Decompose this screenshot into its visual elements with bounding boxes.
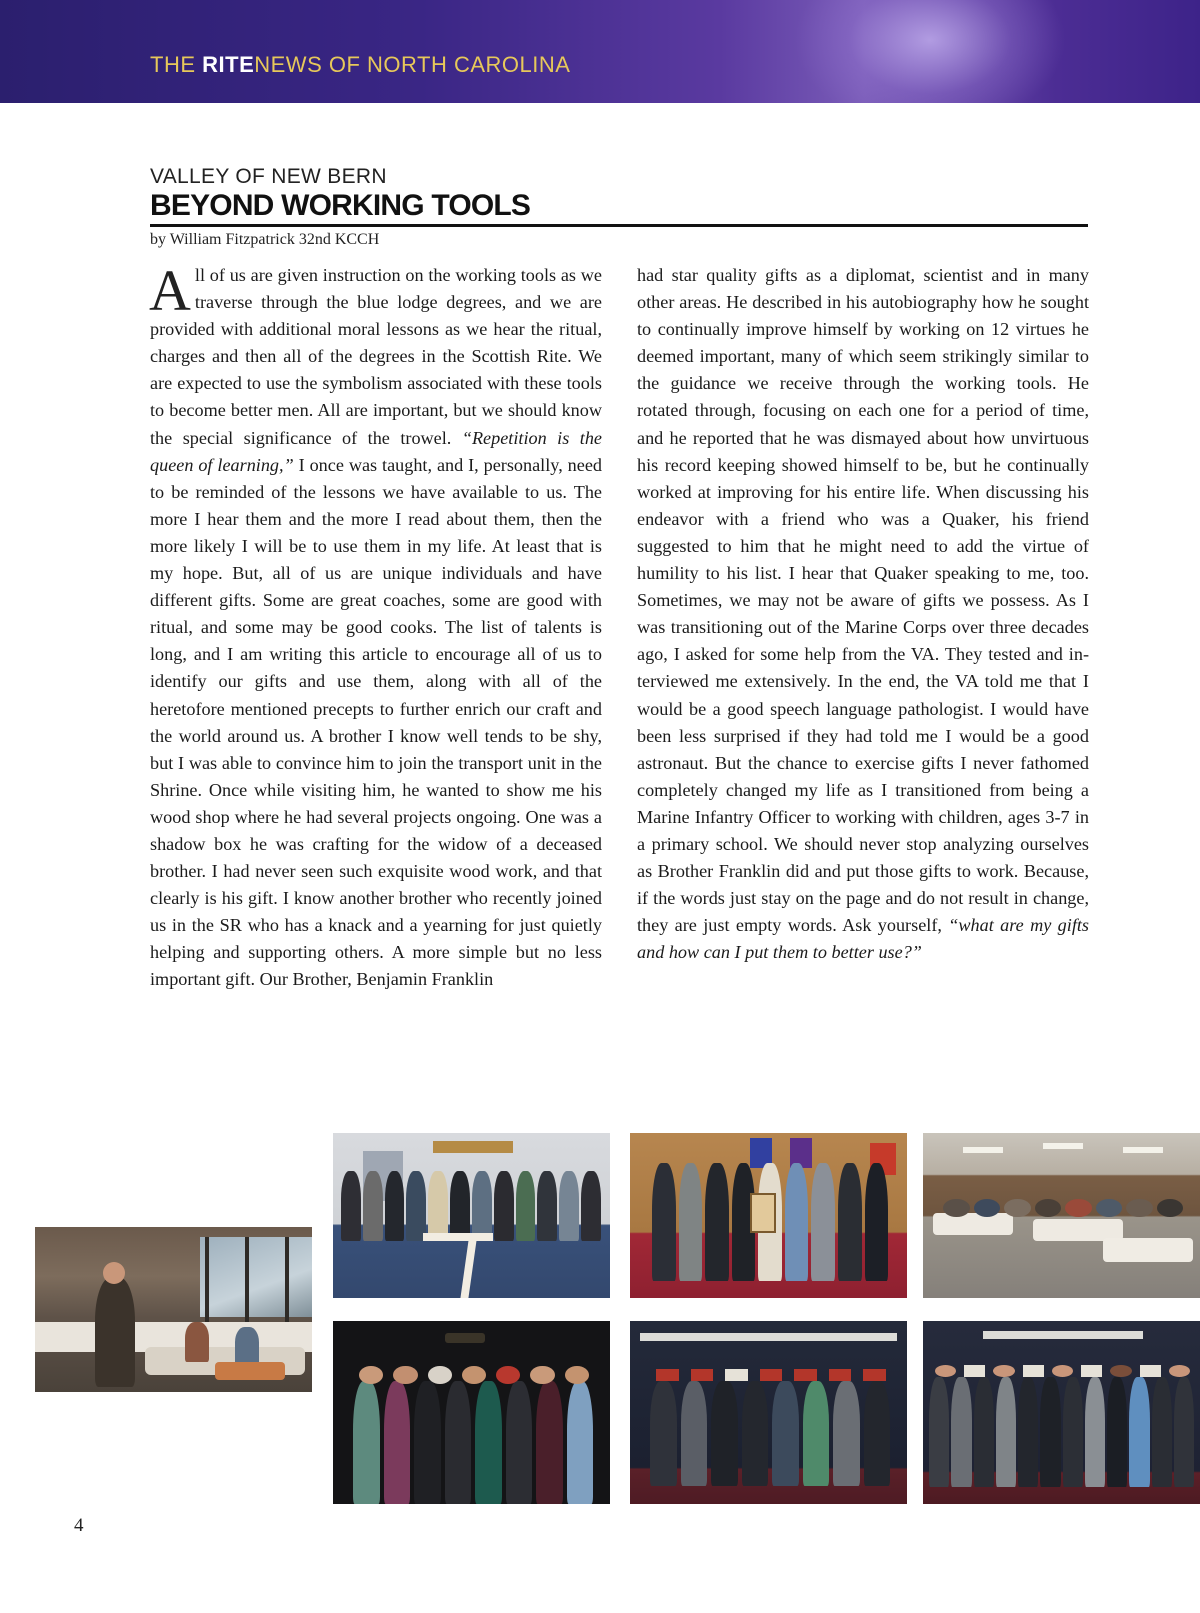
publication-title-suffix: NEWS OF NORTH CAROLINA [254, 52, 571, 77]
publication-title [150, 52, 570, 78]
article-column-2 [637, 262, 1089, 966]
column-1-intro: ll of us are given instruction on the working tools as we traverse through the blue lodge degrees, and we are provided with additional moral lessons as we hear the ritual, charges and then all of the degrees in the Scottish Rite. We are expected to use the symbolism associated with these tools to become better men. All are important, but we should know the special significance of the trowel. [150, 265, 602, 448]
article-kicker: VALLEY OF NEW BERN [150, 165, 387, 188]
photo-group-with-ladies [333, 1321, 610, 1504]
article-paragraph-1 [149, 258, 602, 994]
column-1-quote: “Repetition is the queen of learning,” [150, 427, 602, 475]
article-byline: by William Fitzpatrick 32nd KCCH [150, 231, 380, 248]
article-paragraph-2 [637, 262, 1089, 966]
publication-title-prefix: THE [150, 52, 203, 77]
publication-title-rite: RITE [202, 52, 255, 77]
page-number: 4 [74, 1515, 84, 1536]
photo-banquet-hall-speaker [35, 1227, 312, 1392]
photo-large-group-portrait [923, 1321, 1200, 1504]
photo-group-in-fezzes [630, 1321, 907, 1504]
column-2-text: had star quality gifts as a diplomat, scientist and in many other areas. He described in his autobiography how he sought to continually improve himself by working on 12 virtues he deemed important, many of which seem strikingly similar to the guidance we receive through the working tools. He rotated through, focusing on each one for a period of time, and he reported that he was dismayed about how unvirtuous his record keeping showed himself to be, but he continually worked at improving for his entire life. When discussing his endeavor with a friend who was a Quaker, his friend suggested to him that he might need to add the virtue of humility to his list. I hear that Quaker speaking to me, too. Sometimes, we may not be aware of gifts we possess. As I was transitioning out of the Marine Corps over three decades ago, I asked for some help from the VA. They tested and interviewed me extensively. In the end, the VA told me that I would be a good speech language pathologist. I would have been less surprised if they had told me I would be a good astronaut. But the chance to exercise gifts I never fathomed completely changed my life as I transitioned from being a Marine Infantry Officer to working with children, ages 3-7 in a primary school. We should never stop analyzing ourselves as Brother Franklin did and put those gifts to work. Because, if the words just stay on the page and do not result in change, they are just empty words. Ask yourself, [637, 265, 1089, 936]
headline-rule [150, 224, 1088, 227]
article-column-1 [149, 258, 602, 994]
article-headline: BEYOND WORKING TOOLS [150, 189, 531, 222]
header-banner [0, 0, 1200, 103]
photo-lodge-room-group [333, 1133, 610, 1298]
drop-cap: A [149, 258, 191, 323]
photo-award-presentation [630, 1133, 907, 1298]
column-2-quote: “what are my gifts and how can I put them to better use?” [637, 915, 1090, 963]
column-1-text: I once was taught, and I, personally, need to be reminded of the lessons we have available to us. The more I hear them and the more I read about them, then the more likely I will be to use them in my life. At least that is my hope. But, all of us are unique individuals and have different gifts. Some are great coaches, some are good with ritual, and some may be good cooks. The list of talents is long, and I am writing this article to encourage all of us to identify our gifts and use them, along with all of the heretofore mentioned precepts to further enrich our craft and the world around us. A brother I know well tends to be shy, but I was able to convince him to join the transport unit in the Shrine. Once while visiting him, he wanted to show me his wood shop where he had several projects ongoing. One was a shadow box he was crafting for the widow of a deceased brother. I had never seen such exquisite wood work, and that clearly is his gift. I know another brother who recently joined us in the SR who has a knack and a yearning for just quietly helping and supporting others. A more simple but no less important gift. Our Brother, Benjamin Franklin [150, 454, 602, 990]
photo-dining-hall [923, 1133, 1200, 1298]
